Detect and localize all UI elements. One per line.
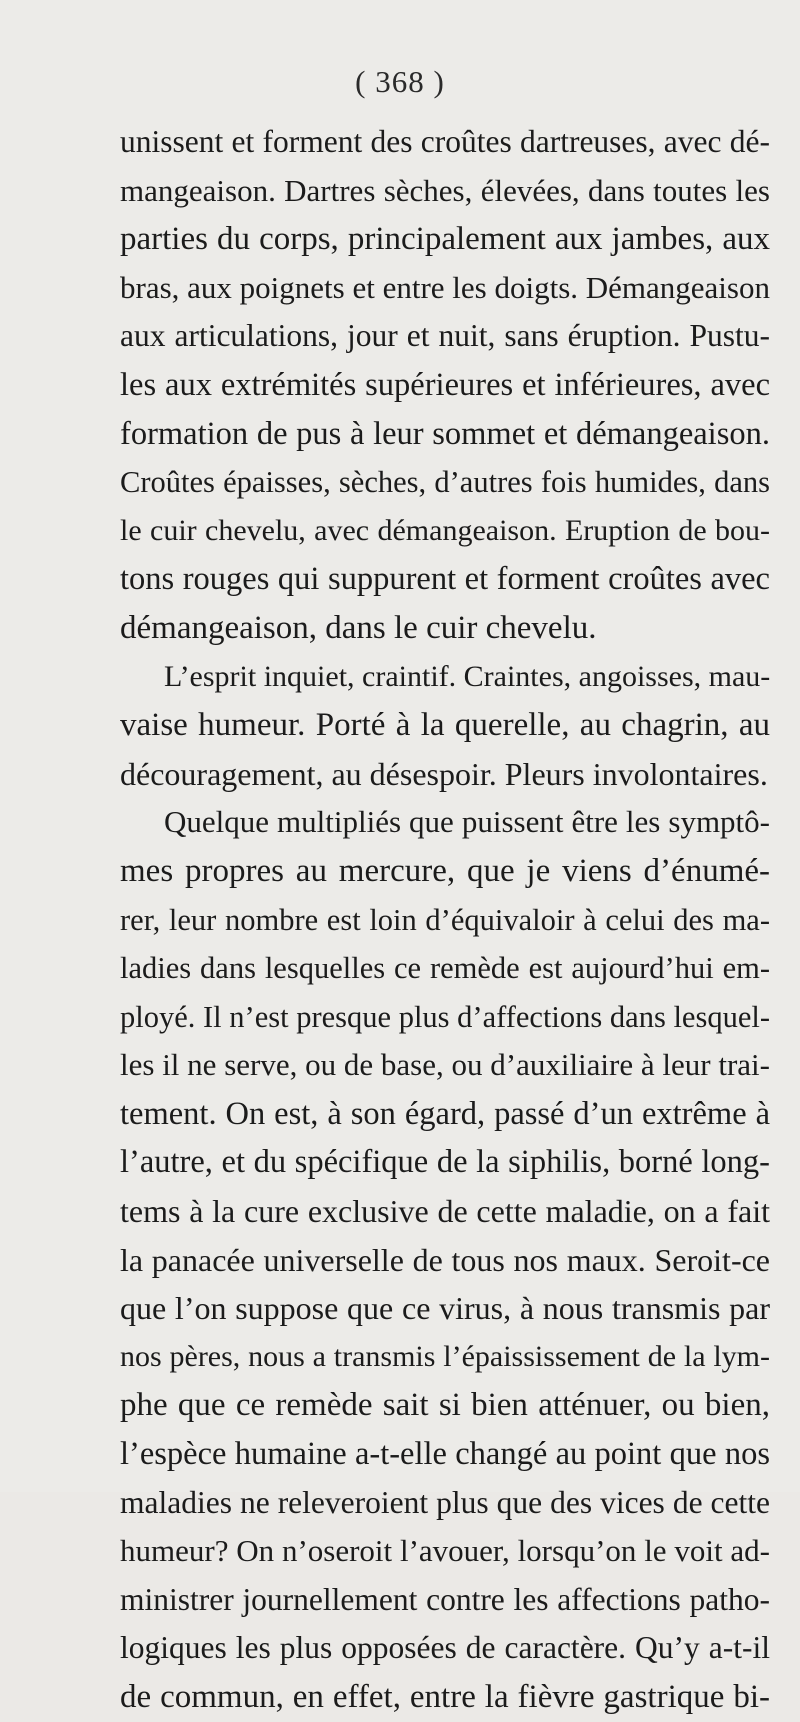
text-line: nos pères, nous a transmis l’épaississement de la lym- (120, 1339, 770, 1373)
text-line: la panacée universelle de tous nos maux. Seroit-ce (120, 1241, 770, 1278)
text-line: que l’on suppose que ce virus, à nous transmis par (120, 1290, 770, 1327)
text-line: tems à la cure exclusive de cette maladie, on a fait (120, 1193, 770, 1230)
text-line: démangeaison, dans le cuir chevelu. (120, 609, 597, 646)
text-line: ladies dans lesquelles ce remède est aujourd’hui em- (120, 951, 770, 986)
text-line: découragement, au désespoir. Pleurs involontaires. (120, 755, 768, 792)
text-line: de commun, en effet, entre la fièvre gastrique bi- (120, 1679, 770, 1715)
text-line: parties du corps, principalement aux jambes, aux (120, 221, 770, 258)
text-line: mes propres au mercure, que je viens d’énumé- (120, 852, 770, 889)
text-line: les il ne serve, ou de base, ou d’auxiliaire à leur trai- (120, 1047, 770, 1083)
text-line: bras, aux poignets et entre les doigts. Démangeaison (120, 269, 770, 305)
text-line: phe que ce remède sait si bien atténuer, ou bien, (120, 1387, 770, 1424)
text-line: ployé. Il n’est presque plus d’affections dans lesquel- (120, 999, 770, 1034)
text-line: aux articulations, jour et nuit, sans éruption. Pustu- (120, 318, 770, 354)
text-line: Croûtes épaisses, sèches, d’autres fois humides, dans (120, 465, 770, 500)
text-line: L’esprit inquiet, craintif. Craintes, angoisses, mau- (164, 659, 771, 693)
text-line: formation de pus à leur sommet et démangeaison. (120, 415, 770, 452)
text-line: l’autre, et du spécifique de la siphilis, borné long- (120, 1144, 770, 1181)
text-line: humeur? On n’oseroit l’avouer, lorsqu’on le voit ad- (120, 1533, 770, 1569)
text-line: l’espèce humaine a-t-elle changé au point que nos (120, 1436, 770, 1473)
text-line: ministrer journellement contre les affections patho- (120, 1581, 770, 1617)
text-line: mangeaison. Dartres sèches, élevées, dans toutes les (120, 172, 770, 208)
text-line: rer, leur nombre est loin d’équivaloir à celui des ma- (120, 902, 770, 937)
text-line: tement. On est, à son égard, passé d’un extrême à (120, 1095, 770, 1132)
page-number: ( 368 ) (355, 64, 445, 99)
text-line: logiques les plus opposées de caractère. Qu’y a-t-il (120, 1630, 770, 1666)
text-line: maladies ne releveroient plus que des vices de cette (120, 1484, 770, 1520)
text-line: unissent et forment des croûtes dartreuses, avec dé- (120, 124, 770, 159)
text-line: tons rouges qui suppurent et forment croûtes avec (120, 561, 770, 598)
text-line: les aux extrémités supérieures et inférieures, avec (120, 366, 770, 403)
text-line: Quelque multipliés que puissent être les symptô- (164, 804, 770, 840)
text-line: vaise humeur. Porté à la querelle, au chagrin, au (120, 707, 770, 744)
body-text (120, 118, 770, 1722)
text-line: le cuir chevelu, avec démangeaison. Eruption de bou- (120, 513, 770, 547)
